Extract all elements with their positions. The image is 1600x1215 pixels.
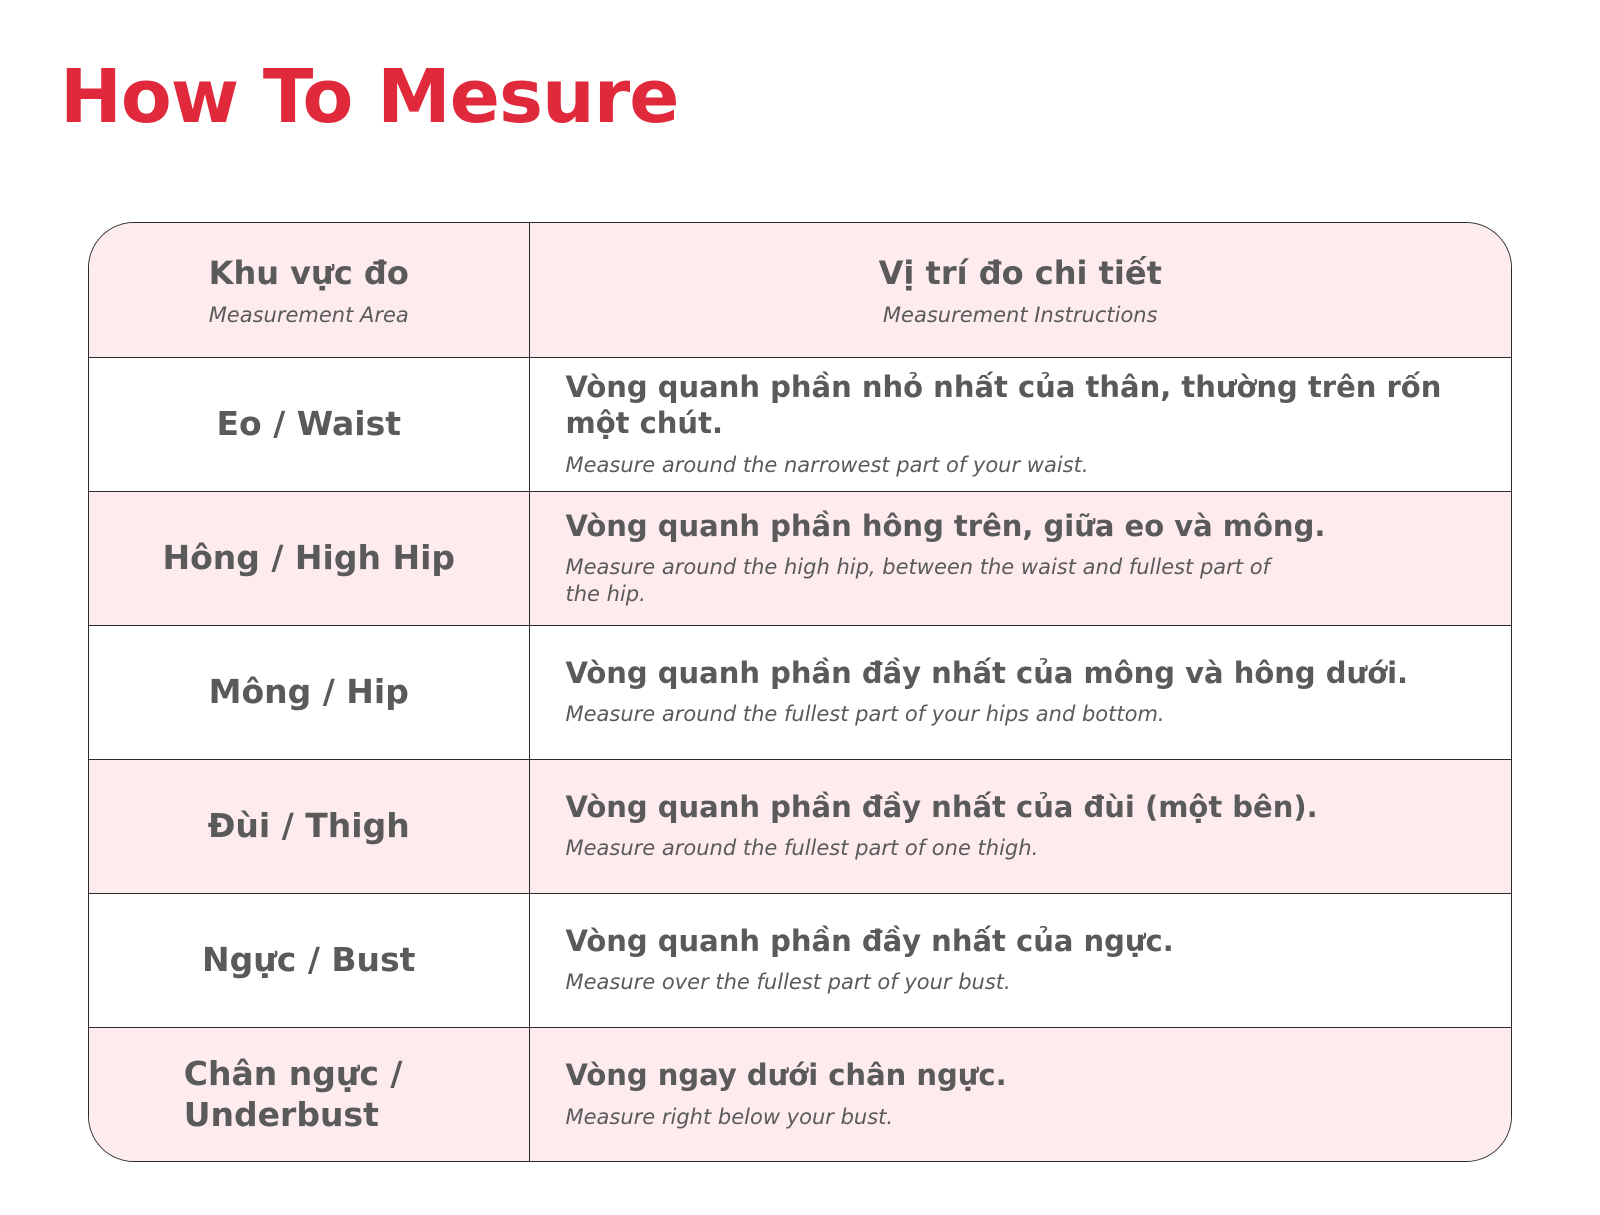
instruction-vi: Vòng quanh phần đầy nhất của ngực. xyxy=(565,924,1174,959)
instruction-en: Measure right below your bust. xyxy=(565,1104,894,1129)
instruction-vi: Vòng quanh phần nhỏ nhất của thân, thường trên rốn một chút. xyxy=(565,370,1442,441)
table-row xyxy=(89,1027,1511,1161)
instruction-vi: Vòng ngay dưới chân ngực. xyxy=(565,1058,1007,1093)
detail-cell xyxy=(529,625,1511,759)
detail-cell xyxy=(529,1027,1511,1161)
instruction-vi: Vòng quanh phần hông trên, giữa eo và mông. xyxy=(565,508,1326,543)
area-label: Eo / Waist xyxy=(216,404,401,444)
area-cell xyxy=(89,759,529,893)
table-row xyxy=(89,893,1511,1027)
area-cell xyxy=(89,357,529,491)
area-cell xyxy=(89,491,529,625)
detail-cell xyxy=(529,357,1511,491)
table-row xyxy=(89,759,1511,893)
area-cell xyxy=(89,625,529,759)
detail-cell xyxy=(529,491,1511,625)
instruction-en: Measure around the fullest part of your hips and bottom. xyxy=(565,702,1165,727)
instruction-en: Measure around the narrowest part of your waist. xyxy=(565,452,1089,477)
header-area-en: Measurement Area xyxy=(208,302,409,327)
table-row xyxy=(89,491,1511,625)
header-detail-en: Measurement Instructions xyxy=(882,302,1158,327)
area-label: Mông / Hip xyxy=(208,672,409,712)
header-detail-cell xyxy=(529,223,1511,357)
instruction-en: Measure over the fullest part of your bust. xyxy=(565,970,1011,995)
detail-cell xyxy=(529,893,1511,1027)
area-label: Ngực / Bust xyxy=(202,940,416,980)
table-row xyxy=(89,357,1511,491)
header-area-cell xyxy=(89,223,529,357)
area-cell xyxy=(89,893,529,1027)
instruction-en: Measure around the fullest part of one thigh. xyxy=(565,836,1039,861)
header-detail-vi: Vị trí đo chi tiết xyxy=(878,253,1162,292)
table-header-row xyxy=(89,223,1511,357)
area-label: Hông / High Hip xyxy=(162,538,456,578)
measurement-table xyxy=(88,222,1512,1162)
table-row xyxy=(89,625,1511,759)
area-label: Chân ngực / Underbust xyxy=(183,1054,403,1135)
instruction-en: Measure around the high hip, between the waist and fullest part of the hip. xyxy=(565,554,1270,607)
page-title: How To Mesure xyxy=(60,54,679,140)
detail-cell xyxy=(529,759,1511,893)
instruction-vi: Vòng quanh phần đầy nhất của mông và hông dưới. xyxy=(565,656,1409,691)
area-cell xyxy=(89,1027,529,1161)
area-label: Đùi / Thigh xyxy=(207,806,410,846)
instruction-vi: Vòng quanh phần đầy nhất của đùi (một bên). xyxy=(565,790,1318,825)
header-area-vi: Khu vực đo xyxy=(208,253,409,292)
